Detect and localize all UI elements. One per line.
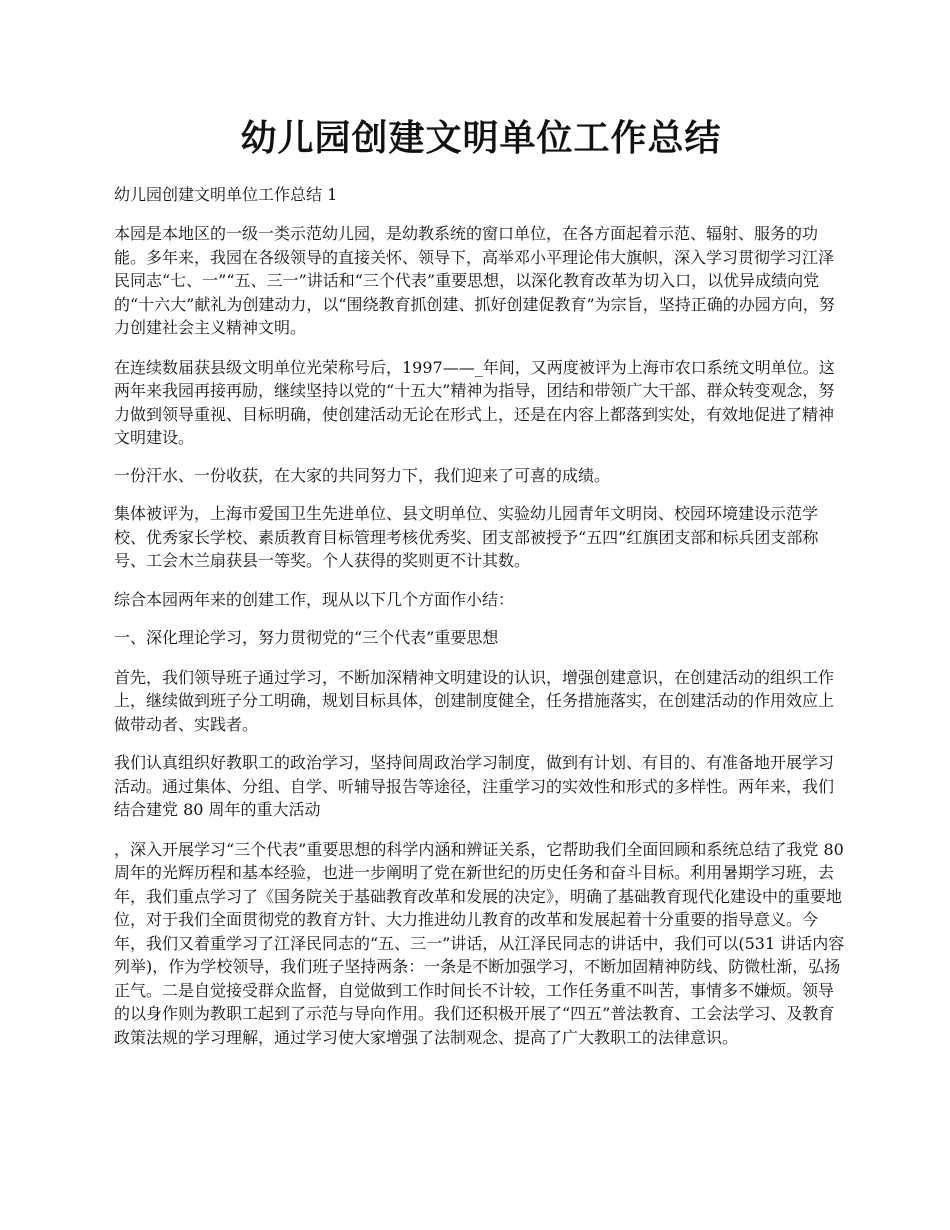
paragraph-leadership-study: 首先，我们领导班子通过学习，不断加深精神文明建设的认识，增强创建意识，在创建活动的组织工作上，继续做到班子分工明确，规划目标具体，创建制度健全，任务措施落实，在创建活动的作用效应上做带动者、实践者。 bbox=[114, 667, 835, 734]
document-subtitle: 幼儿园创建文明单位工作总结 1 bbox=[114, 185, 338, 204]
paragraph-collective-awards: 集体被评为，上海市爱国卫生先进单位、县文明单位、实验幼儿园青年文明岗、校园环境建设示范学校、优秀家长学校、素质教育目标管理考核优秀奖、团支部被授予“五四”红旗团支部和标兵团支部称号、工会木兰扇获县一等奖。个人获得的奖则更不计其数。 bbox=[114, 504, 819, 570]
paragraph-achievements-intro: 一份汗水、一份收获，在大家的共同努力下，我们迎来了可喜的成绩。 bbox=[114, 465, 611, 485]
section-heading-1: 一、深化理论学习，努力贯彻党的“三个代表”重要思想 bbox=[114, 628, 499, 647]
paragraph-honors-history: 在连续数届获县级文明单位光荣称号后，1997——_年间，又两度被评为上海市农口系统文明单位。这两年来我园再接再励，继续坚持以党的“十五大”精神为指导，团结和带领广大干部、群众转变观念，努力做到领导重视、目标明确，使创建活动无论在形式上，还是在内容上都落到实处，有效地促进了精神文明建设。 bbox=[114, 357, 835, 447]
paragraph-summary-intro: 综合本园两年来的创建工作，现从以下几个方面作小结： bbox=[114, 589, 515, 609]
paragraph-intro: 本园是本地区的一级一类示范幼儿园，是幼教系统的窗口单位，在各方面起着示范、辐射、服务的功能。多年来，我园在各级领导的直接关怀、领导下，高举邓小平理论伟大旗帜，深入学习贯彻学习江泽民同志“七、一”“五、三一”讲话和“三个代表”重要思想，以深化教育改革为切入口，以优异成绩向党的“十六大”献礼为创建动力，以“围绕教育抓创建、抓好创建促教育”为宗旨，坚持正确的办园方向，努力创建社会主义精神文明。 bbox=[114, 224, 835, 337]
paragraph-staff-study: 我们认真组织好教职工的政治学习，坚持间周政治学习制度，做到有计划、有目的、有准备地开展学习活动。通过集体、分组、自学、听辅导报告等途径，注重学习的实效性和形式的多样性。两年来，我们结合建党 80 周年的重大活动 bbox=[114, 753, 835, 819]
document-title: 幼儿园创建文明单位工作总结 bbox=[240, 117, 722, 159]
paragraph-three-represents: ，深入开展学习“三个代表”重要思想的科学内涵和辨证关系，它帮助我们全面回顾和系统总结了我党 80 周年的光辉历程和基本经验，也进一步阐明了党在新世纪的历史任务和奋斗目标。利用暑期学习班，去年，我们重点学习了《国务院关于基础教育改革和发展的决定》，明确了基础教育现代化建设中的重要地位，对于我们全面贯彻党的教育方针、大力推进幼儿教育的改革和发展起着十分重要的指导意义。今年，我们又着重学习了江泽民同志的“五、三一”讲话，从江泽民同志的讲话中，我们可以(531 讲话内容列举)，作为学校领导，我们班子坚持两条：一条是不断加强学习，不断加固精神防线、防微杜渐，弘扬正气。二是自觉接受群众监督，自觉做到工作时间长不计较，工作任务重不叫苦，事情多不嫌烦。领导的以身作则为教职工起到了示范与导向作用。我们还积极开展了“四五”普法教育、工会法学习、及教育政策法规的学习理解，通过学习使大家增强了法制观念、提高了广大教职工的法律意识。 bbox=[114, 839, 845, 1047]
